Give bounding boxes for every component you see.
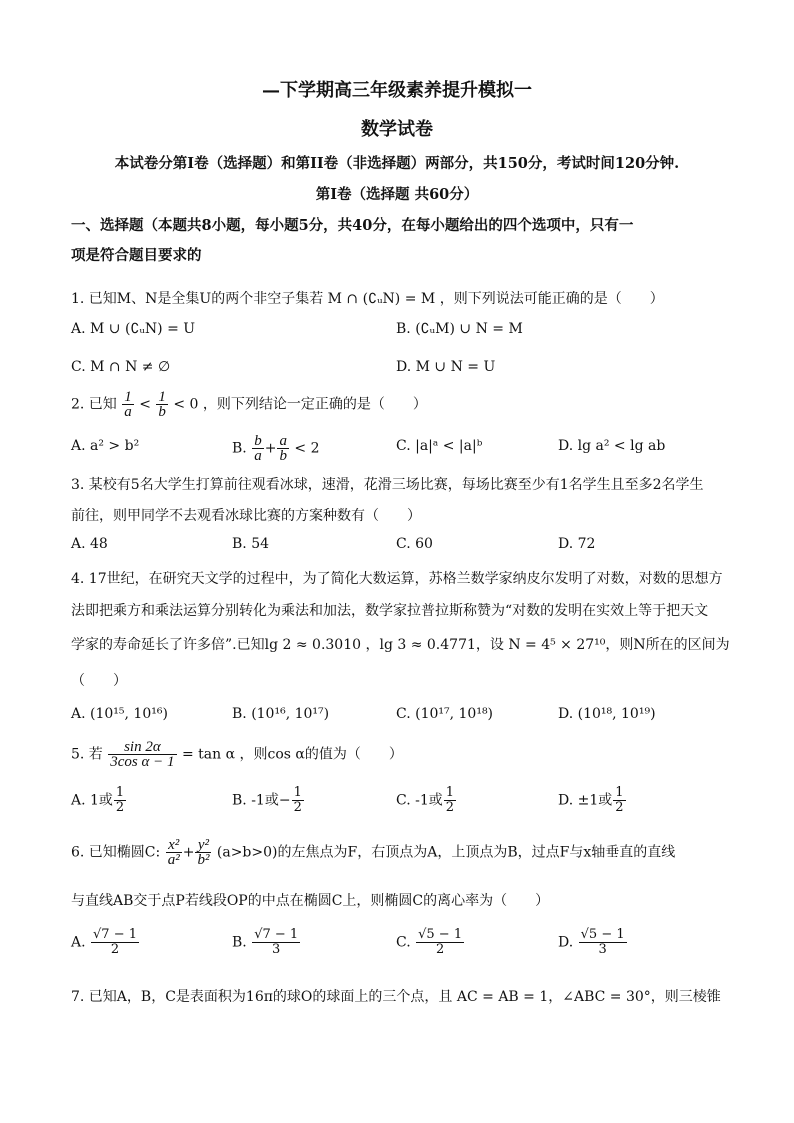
question-7-stem-line1: 7. 已知A，B，C是表面积为16π的球O的球面上的三个点，且 AC = AB = 1，∠ABC = 30°，则三棱锥 (71, 989, 721, 1005)
section-heading-line1: 一、选择题（本题共8小题，每小题5分，共40分，在每小题给出的四个选项中，只有一 (71, 217, 634, 234)
question-6-stem-line1: 6. 已知椭圆C: $\frac{\text{x²}}{\text{a²}}$ + $\frac{\text{y²}}{\text{b²}}$ (a>b>0)的左焦点为F，右顶点为A，上顶点为B，过点F与x轴垂直的直线 (71, 837, 676, 868)
exam-title: —下学期高三年级素养提升模拟一 (262, 80, 532, 101)
question-4-stem-line3: 学家的寿命延长了许多倍”.已知lg 2 ≈ 0.3010 ，lg 3 ≈ 0.4771，设 N = 4⁵ × 27¹⁰，则N所在的区间为 (71, 637, 730, 653)
q3-option-a: A. 48 (71, 536, 108, 552)
q5-option-b: B. -1或− $\frac{1}{2}$ (232, 785, 302, 815)
question-6-stem-line2: 与直线AB交于点P若线段OP的中点在椭圆C上，则椭圆C的离心率为（ ） (71, 893, 550, 909)
part-one-heading: 第I卷（选择题 共60分） (315, 186, 479, 203)
question-3-options (71, 536, 751, 566)
q5-option-d: D. ±1或 $\frac{1}{2}$ (558, 785, 624, 815)
q3-option-d: D. 72 (558, 536, 596, 552)
q5-option-a: A. 1或 $\frac{1}{2}$ (71, 785, 125, 815)
q1-option-a: A. M ∪ (∁ᵤN) = U (71, 321, 196, 337)
q4-option-d: D. (10¹⁸, 10¹⁹) (558, 706, 656, 722)
q6-option-b: B. $\frac{√7 - 1}{3}$ (232, 927, 299, 957)
q3-option-b: B. 54 (232, 536, 270, 552)
question-3-stem-line2: 前往，则甲同学不去观看冰球比赛的方案种数有（ ） (71, 508, 421, 524)
q6-option-c: C. $\frac{√5 - 1}{2}$ (396, 927, 463, 957)
q3-option-c: C. 60 (396, 536, 433, 552)
q6-option-d: D. $\frac{√5 - 1}{3}$ (558, 927, 625, 957)
q6-option-a: A. $\frac{√7 - 1}{2}$ (71, 927, 137, 957)
question-4-stem-line1: 4. 17世纪，在研究天文学的过程中，为了简化大数运算，苏格兰数学家纳皮尔发明了对数，对数的思想方 (71, 571, 723, 587)
q1-option-d: D. M ∪ N = U (396, 359, 496, 375)
question-2-stem: 2. 已知 $\frac{1}{a}$ < $\frac{1}{b}$ < 0 ，则下列结论一定正确的是（ ） (71, 389, 427, 420)
question-5-stem: 5. 若 $\frac{\sin 2\alpha}{\text{3cos α − 1}}$ = tan α ，则cos α的值为（ ） (71, 739, 403, 770)
exam-intro: 本试卷分第I卷（选择题）和第II卷（非选择题）两部分，共150分，考试时间120分钟. (114, 155, 680, 172)
q2-frac-a: $\frac{1}{a}$ (124, 389, 132, 420)
section-heading-line2: 项是符合题目要求的 (71, 247, 202, 264)
question-1-stem: 1. 已知M、N是全集U的两个非空子集若 M ∩ (∁ᵤN) = M ，则下列说法可能正确的是（ ） (71, 291, 664, 307)
q4-option-c: C. (10¹⁷, 10¹⁸) (396, 706, 494, 722)
question-2-options (71, 434, 751, 464)
q1-option-b: B. (∁ᵤM) ∪ N = M (396, 321, 523, 337)
question-4-options (71, 706, 751, 736)
q2-option-a: A. a² > b² (71, 438, 140, 454)
question-1-options-2 (71, 359, 751, 389)
question-3-stem-line1: 3. 某校有5名大学生打算前往观看冰球，速滑，花滑三场比赛，每场比赛至少有1名学生且至多2名学生 (71, 477, 704, 493)
question-4-stem-line2: 法即把乘方和乘法运算分别转化为乘法和加法，数学家拉普拉斯称赞为“对数的发明在实效上等于把天文 (71, 603, 709, 619)
q1-option-c: C. M ∩ N ≠ ∅ (71, 359, 171, 375)
q5-option-c: C. -1或 $\frac{1}{2}$ (396, 785, 455, 815)
q4-option-b: B. (10¹⁶, 10¹⁷) (232, 706, 330, 722)
q5-frac: $\frac{\sin 2\alpha}{\text{3cos α − 1}}$ (110, 739, 175, 770)
question-6-options (71, 928, 751, 958)
question-1-options (71, 321, 751, 351)
q2-frac-b: $\frac{1}{b}$ (158, 389, 166, 420)
q2-option-d: D. lg a² < lg ab (558, 438, 666, 454)
q4-option-a: A. (10¹⁵, 10¹⁶) (71, 706, 168, 722)
q2-option-b: B. $\frac{b}{a}$ + $\frac{a}{b}$ < 2 (232, 433, 320, 464)
q2-option-c: C. |a|ᵃ < |a|ᵇ (396, 438, 483, 454)
exam-subject: 数学试卷 (361, 119, 433, 140)
question-5-options (71, 786, 751, 816)
question-4-stem-line4: （ ） (71, 673, 127, 689)
